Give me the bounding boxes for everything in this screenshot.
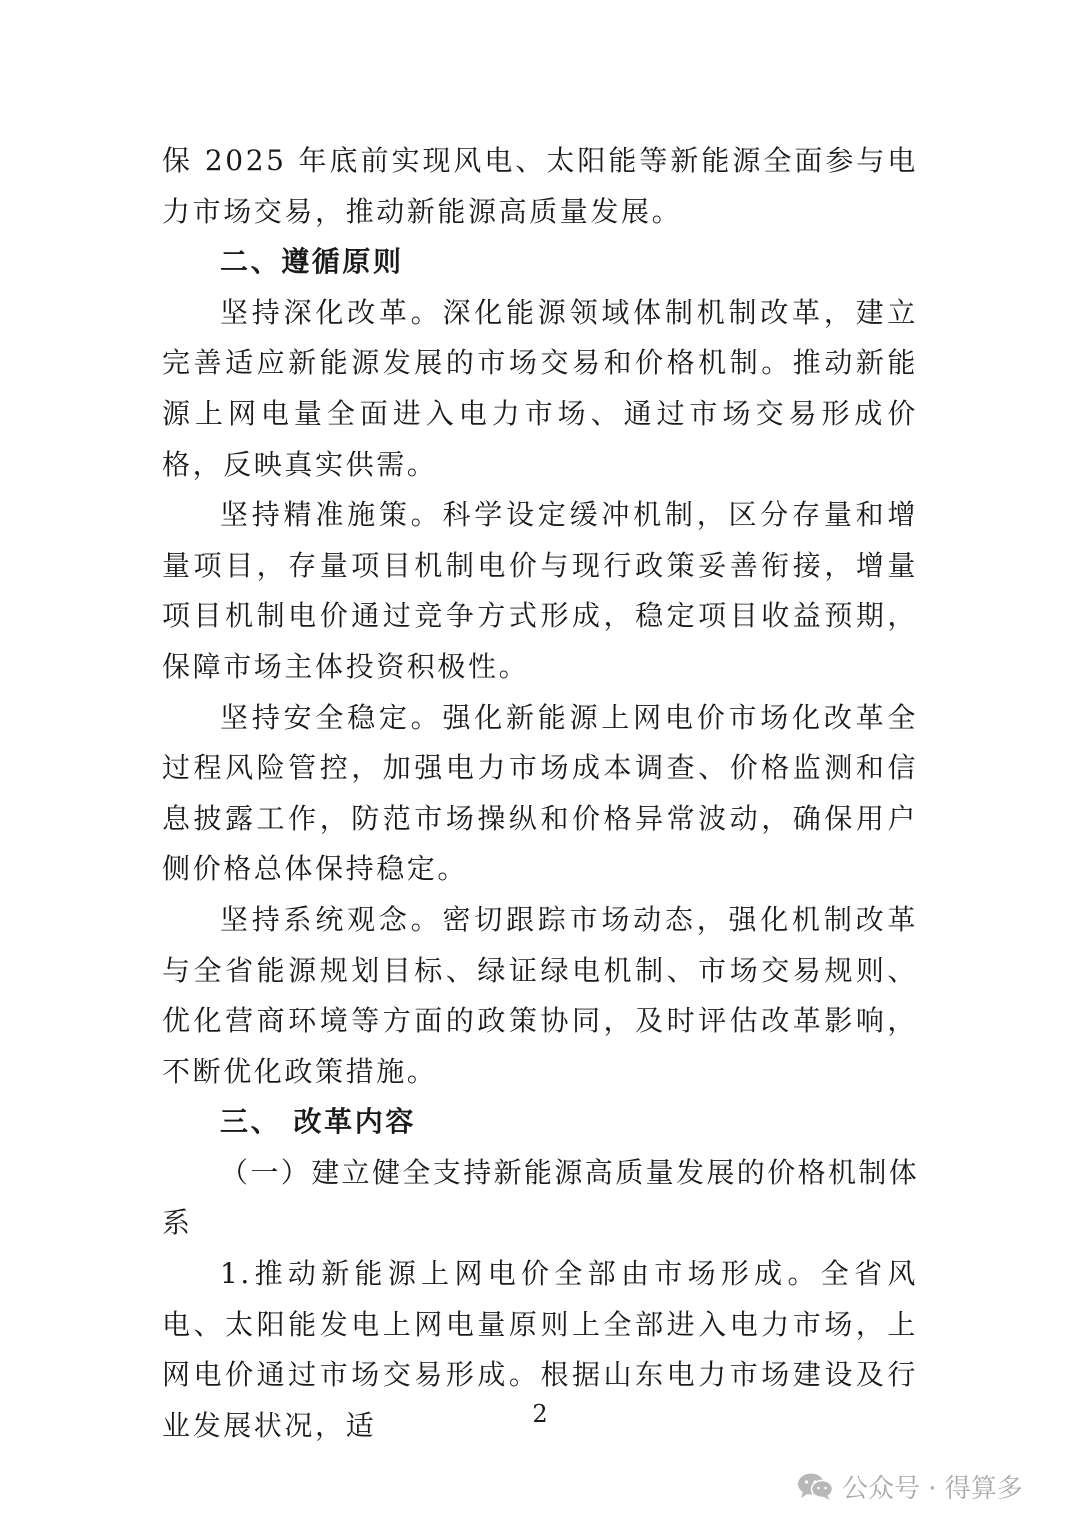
paragraph-precise-policy: 坚持精准施策。科学设定缓冲机制，区分存量和增量项目，存量项目机制电价与现行政策妥善衔接，增量项目机制电价通过竞争方式形成，稳定项目收益预期，保障市场主体投资积极性。 — [162, 498, 918, 683]
document-body — [162, 136, 918, 1451]
section-heading-reform-content: 三、 改革内容 — [220, 1105, 416, 1139]
subheading-price-mechanism: （一）建立健全支持新能源高质量发展的价格机制体系 — [162, 1155, 918, 1240]
page-number: 2 — [532, 1400, 548, 1428]
watermark — [796, 1466, 1023, 1506]
watermark-text: 公众号 · 得算多 — [842, 1473, 1023, 1504]
paragraph-system-concept: 坚持系统观念。密切跟踪市场动态，强化机制改革与全省能源规划目标、绿证绿电机制、市场交易规则、优化营商环境等方面的政策协同，及时评估改革影响，不断优化政策措施。 — [162, 902, 918, 1088]
wechat-icon — [796, 1471, 834, 1501]
section-heading-principles: 二、遵循原则 — [220, 245, 404, 279]
paragraph-1: 保 2025 年底前实现风电、太阳能等新能源全面参与电力市场交易，推动新能源高质量发展。 — [162, 144, 918, 228]
paragraph-item-1: 1.推动新能源上网电价全部由市场形成。全省风电、太阳能发电上网电量原则上全部进入电力市场，上网电价通过市场交易形成。根据山东电力市场建设及行业发展状况，适 — [162, 1257, 918, 1442]
paragraph-deepen-reform: 坚持深化改革。深化能源领域体制机制改革，建立完善适应新能源发展的市场交易和价格机制。推动新能源上网电量全面进入电力市场、通过市场交易形成价格，反映真实供需。 — [162, 295, 918, 481]
paragraph-safety-stability: 坚持安全稳定。强化新能源上网电价市场化改革全过程风险管控，加强电力市场成本调查、价格监测和信息披露工作，防范市场操纵和价格异常波动，确保用户侧价格总体保持稳定。 — [162, 700, 918, 886]
